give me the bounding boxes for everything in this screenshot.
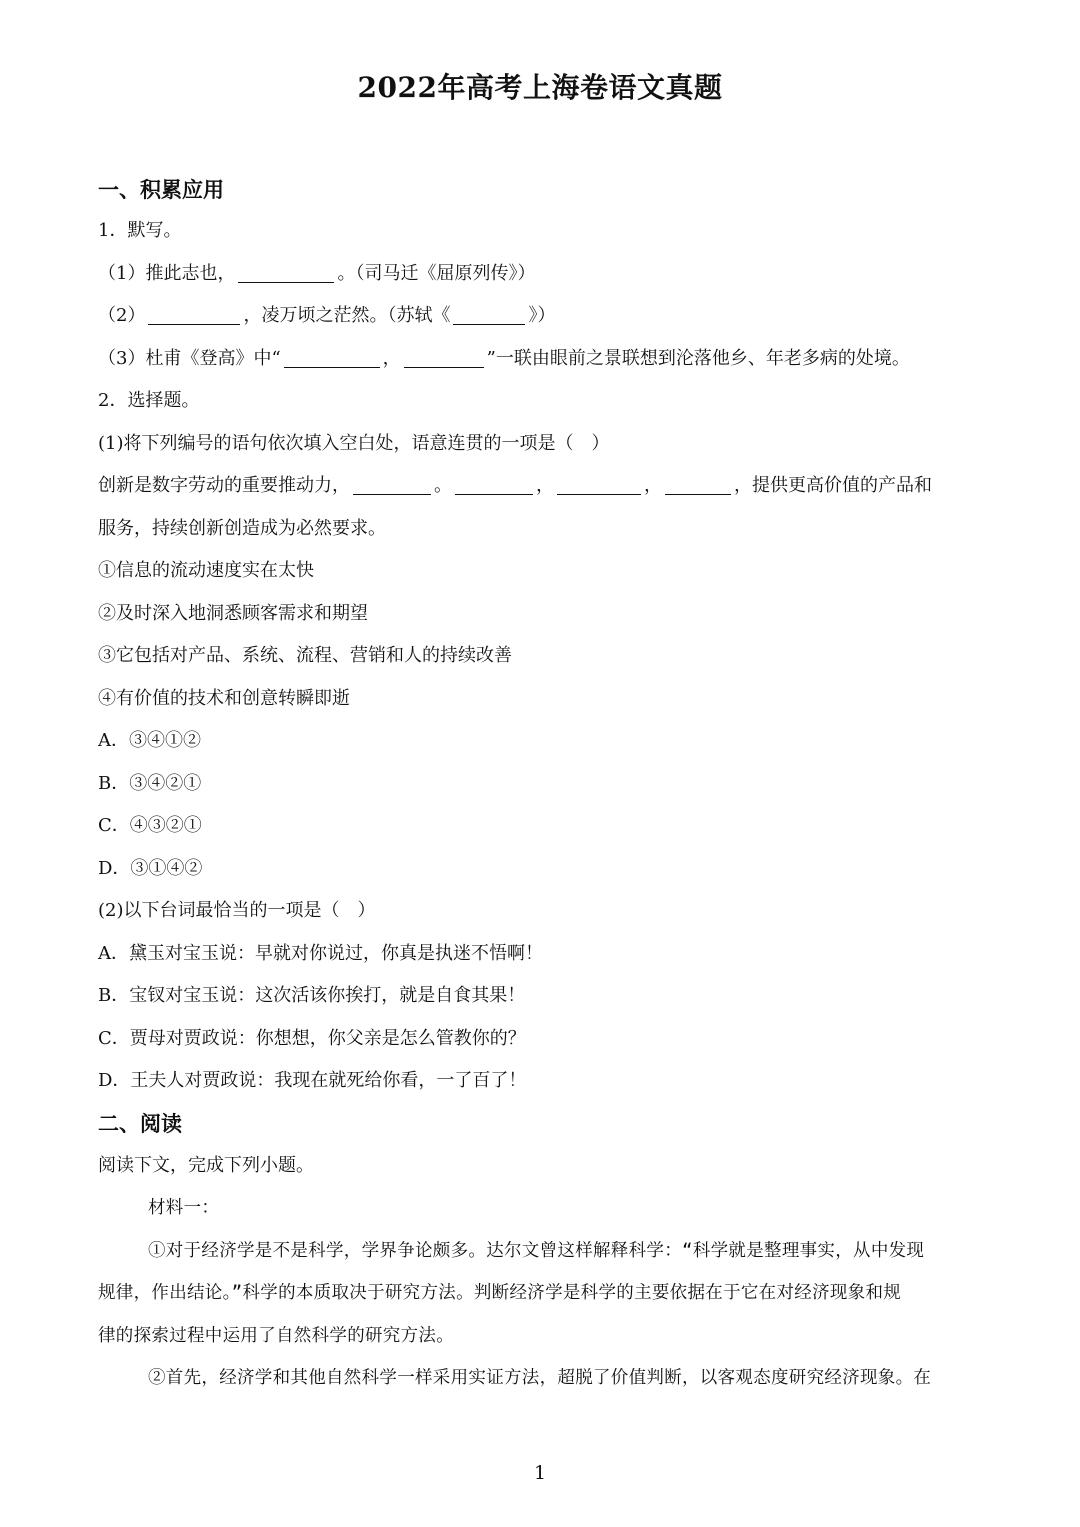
question-2-sub-2: (2)以下台词最恰当的一项是（ ） <box>98 900 376 921</box>
fill-blank <box>404 347 484 368</box>
material-paragraph-line: 律的探索过程中运用了自然科学的研究方法。 <box>98 1326 454 1346</box>
q1p2-mid: ，凌万顷之茫然。（苏轼《 <box>243 305 451 326</box>
question-2-label: 2．选择题。 <box>98 390 200 411</box>
list-item: ③它包括对产品、系统、流程、营销和人的持续改善 <box>98 645 512 666</box>
passage-b: ，提供更高价值的产品和 <box>734 475 932 496</box>
question-1-label: 1．默写。 <box>98 220 182 241</box>
option-c: C．④③②① <box>98 815 202 836</box>
material-paragraph-line: ②首先，经济学和其他自然科学一样采用实证方法，超脱了价值判断，以客观态度研究经济现象。在 <box>148 1368 932 1388</box>
page-title: 2022年高考上海卷语文真题 <box>357 71 723 104</box>
passage-sep: 。 <box>434 475 452 496</box>
passage-a: 创新是数字劳动的重要推动力， <box>98 475 350 496</box>
question-1-part-3 <box>98 344 982 374</box>
fill-blank <box>557 474 641 495</box>
q1p1-suffix: 。（司马迁《屈原列传》） <box>337 263 536 284</box>
option-a: A．黛玉对宝玉说：早就对你说过，你真是执迷不悟啊！ <box>98 943 543 964</box>
option-a: A．③④①② <box>98 730 201 751</box>
fill-blank <box>453 304 525 325</box>
passage-line-1 <box>98 471 982 501</box>
page-number: 1 <box>533 1462 547 1484</box>
q1p1-prefix: （1）推此志也， <box>98 263 236 284</box>
question-1-part-1 <box>98 259 982 289</box>
q1p2-prefix: （2） <box>98 305 146 326</box>
q1p2-suffix: 》） <box>528 305 556 326</box>
q1p3-mid: ， <box>382 348 401 369</box>
fill-blank <box>665 474 731 495</box>
option-b: B．③④②① <box>98 773 202 794</box>
list-item: ①信息的流动速度实在太快 <box>98 560 314 581</box>
list-item: ②及时深入地洞悉顾客需求和期望 <box>98 603 368 624</box>
passage-line-2: 服务，持续创新创造成为必然要求。 <box>98 518 386 539</box>
fill-blank <box>284 347 380 368</box>
fill-blank <box>238 262 334 283</box>
option-c: C．贾母对贾政说：你想想，你父亲是怎么管教你的？ <box>98 1028 526 1049</box>
section-heading-accumulation: 一、积累应用 <box>98 178 224 202</box>
material-label: 材料一： <box>148 1198 220 1218</box>
fill-blank <box>455 474 533 495</box>
passage-sep: ， <box>644 475 662 496</box>
option-d: D．王夫人对贾政说：我现在就死给你看，一了百了！ <box>98 1070 527 1091</box>
reading-intro: 阅读下文，完成下列小题。 <box>98 1155 314 1176</box>
fill-blank <box>148 304 240 325</box>
fill-blank <box>353 474 431 495</box>
option-b: B．宝钗对宝玉说：这次活该你挨打，就是自食其果！ <box>98 985 526 1006</box>
material-paragraph-line: 规律，作出结论。”科学的本质取决于研究方法。判断经济学是科学的主要依据在于它在对经济现象和规 <box>98 1283 902 1303</box>
passage-sep: ， <box>536 475 554 496</box>
q1p3-suffix: ”一联由眼前之景联想到沦落他乡、年老多病的处境。 <box>486 348 910 369</box>
option-d: D．③①④② <box>98 858 203 879</box>
material-paragraph-line: ①对于经济学是不是科学，学界争论颇多。达尔文曾这样解释科学：“科学就是整理事实，从中发现 <box>148 1241 925 1261</box>
section-heading-reading: 二、阅读 <box>98 1112 182 1136</box>
question-1-part-2 <box>98 301 982 331</box>
q1p3-prefix: （3）杜甫《登高》中“ <box>98 348 281 369</box>
list-item: ④有价值的技术和创意转瞬即逝 <box>98 688 350 709</box>
question-2-sub-1: (1)将下列编号的语句依次填入空白处，语意连贯的一项是（ ） <box>98 433 610 454</box>
